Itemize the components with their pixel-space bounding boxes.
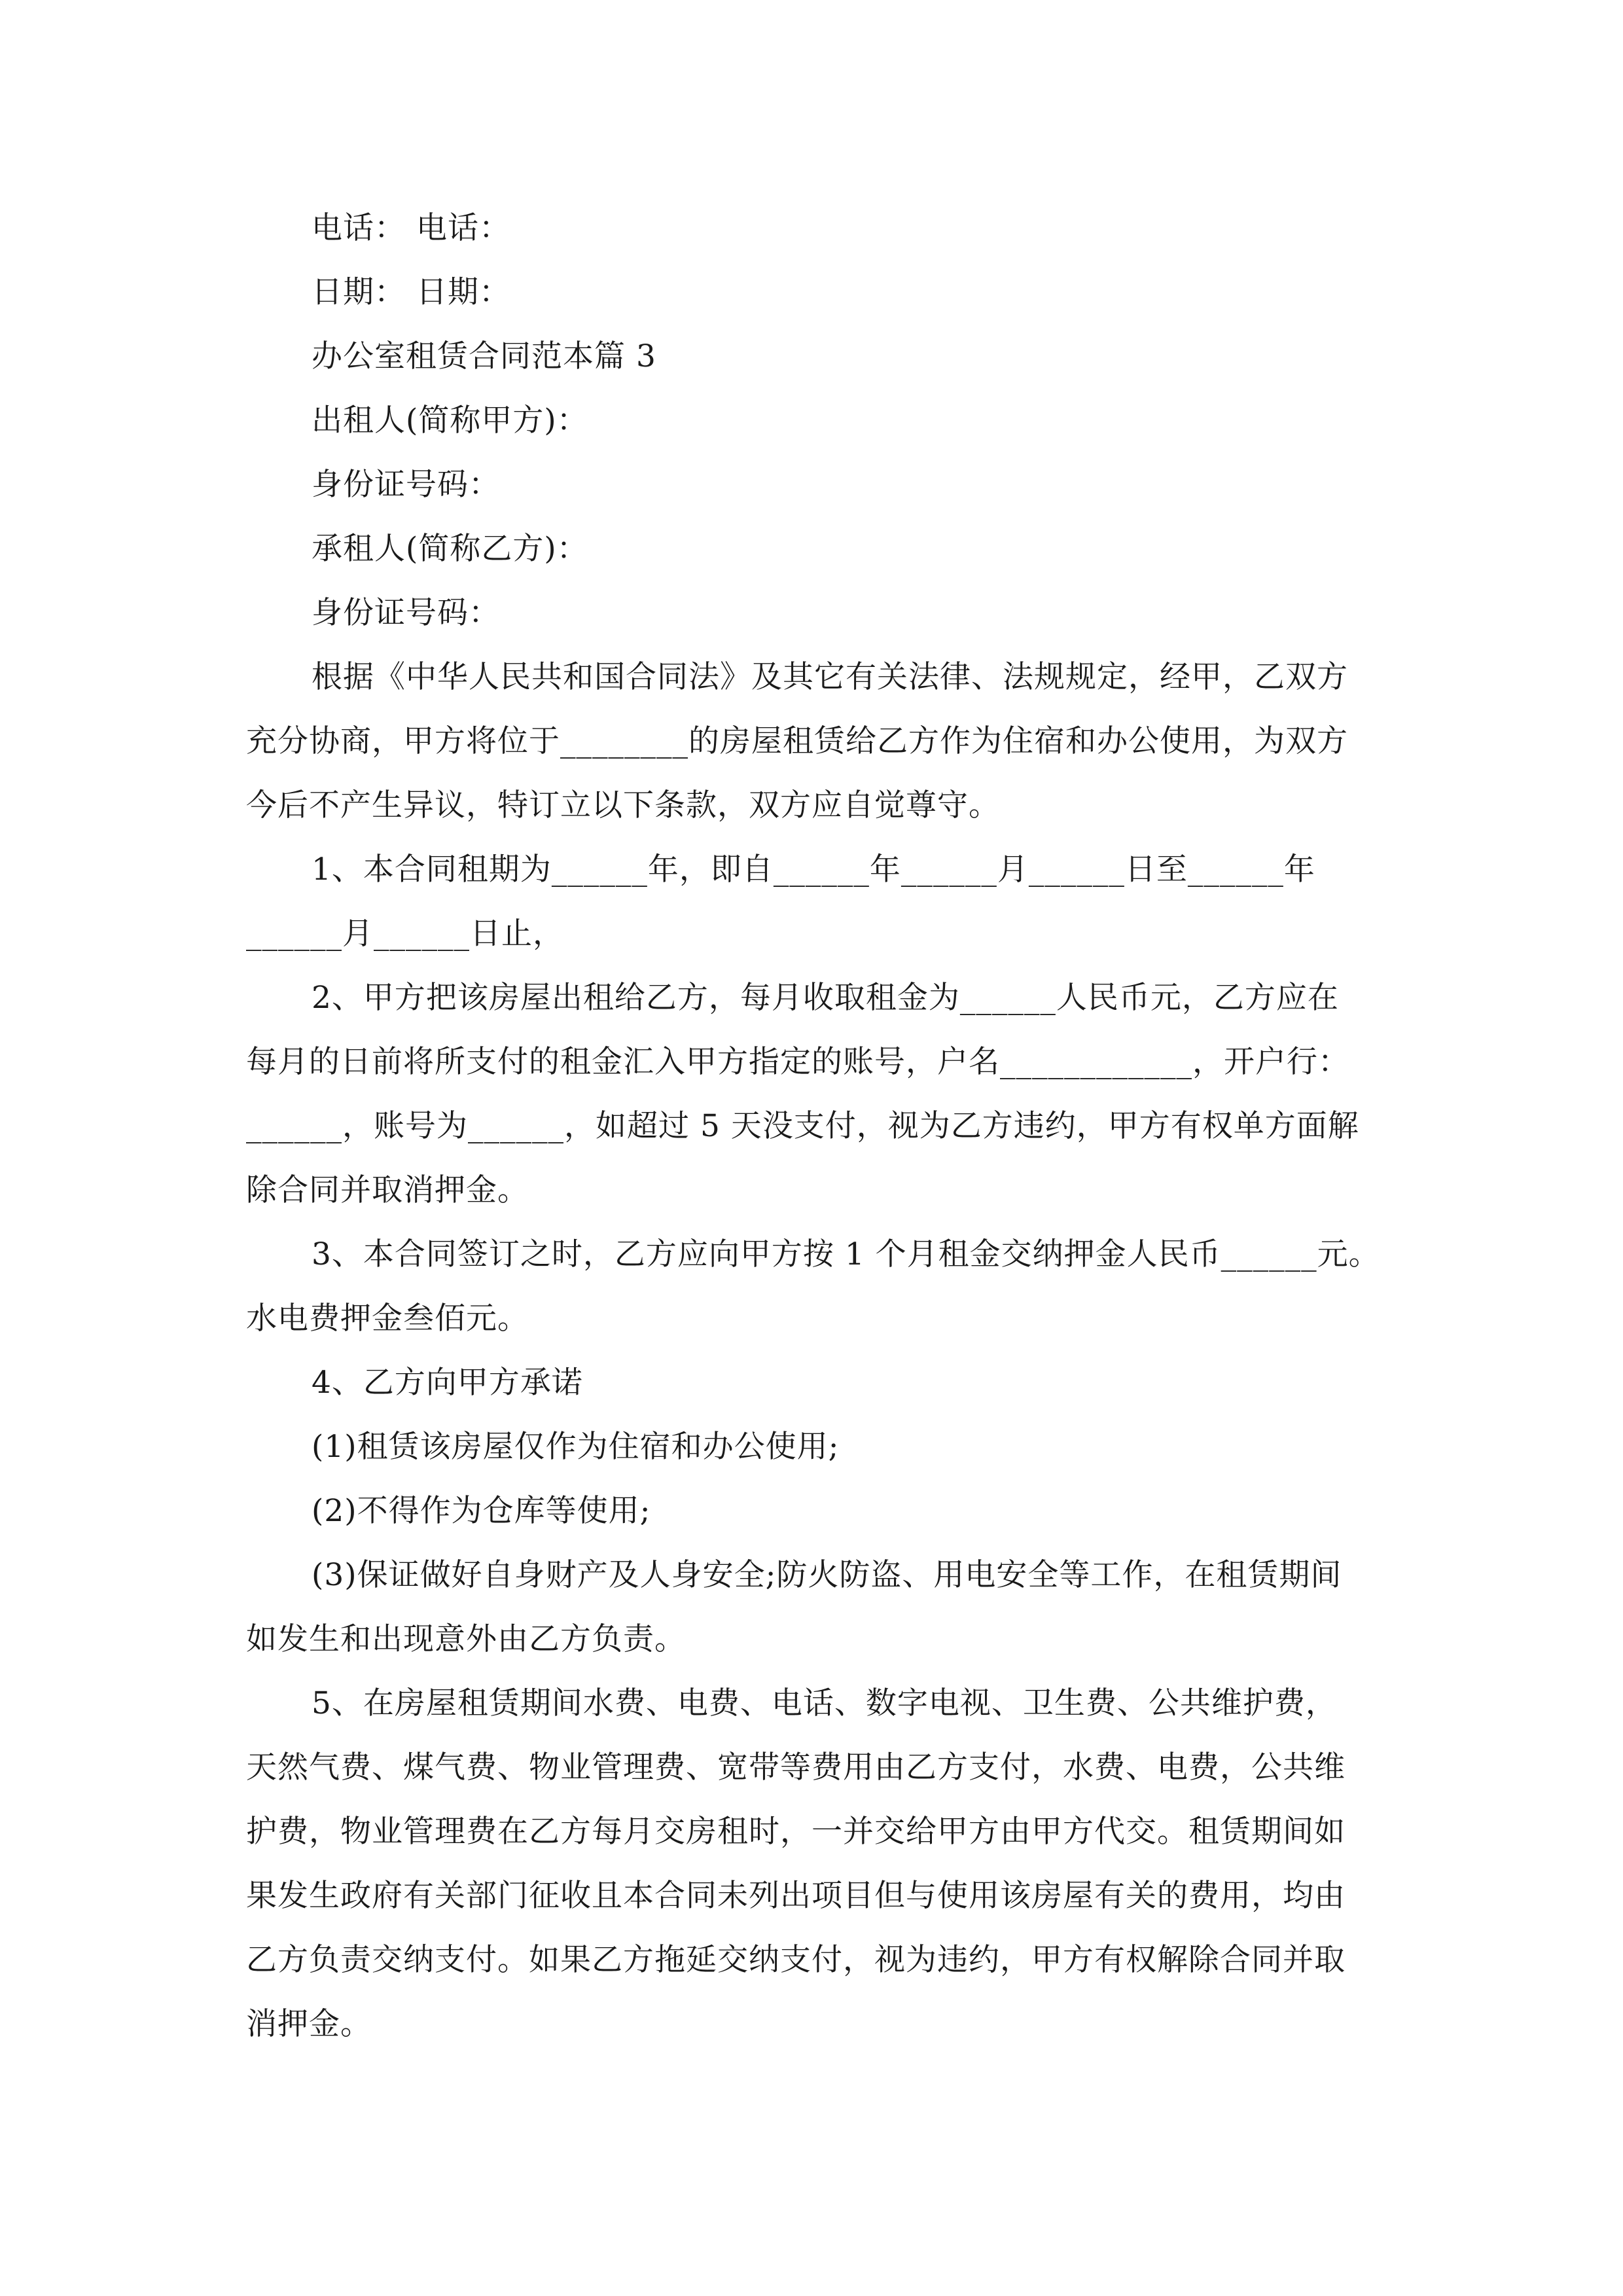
lessor-id-line: 身份证号码： (312, 467, 500, 503)
section-title: 办公室租赁合同范本篇 3 (312, 338, 656, 374)
lessee-line: 承租人(简称乙方)： (312, 531, 588, 567)
clause-3-line-1: 3、本合同签订之时，乙方应向甲方按 1 个月租金交纳押金人民币______元。 (312, 1236, 1380, 1272)
preamble-line-2: 充分协商，甲方将位于________的房屋租赁给乙方作为住宿和办公使用，为双方 (246, 723, 1348, 759)
clause-3-line-2: 水电费押金叁佰元。 (246, 1300, 529, 1336)
contract-text (246, 196, 1385, 2056)
clause-5-line-2: 天然气费、煤气费、物业管理费、宽带等费用由乙方支付，水费、电费，公共维 (246, 1749, 1346, 1785)
clause-4-item-3-line-1: (3)保证做好自身财产及人身安全;防火防盗、用电安全等工作，在租赁期间 (312, 1557, 1342, 1593)
clause-2-line-4: 除合同并取消押金。 (246, 1172, 529, 1208)
preamble-line-3: 今后不产生异议，特订立以下条款，双方应自觉尊守。 (246, 787, 1000, 823)
clause-5-line-6: 消押金。 (246, 2006, 372, 2042)
clause-2-line-1: 2、甲方把该房屋出租给乙方，每月收取租金为______人民币元，乙方应在 (312, 980, 1339, 1016)
phone-line: 电话： 电话： (312, 210, 510, 246)
clause-5-line-5: 乙方负责交纳支付。如果乙方拖延交纳支付，视为违约，甲方有权解除合同并取 (246, 1942, 1346, 1978)
clause-2-line-3: ______，账号为______，如超过 5 天没支付，视为乙方违约，甲方有权单方面解 (246, 1108, 1359, 1144)
clause-5-line-1: 5、在房屋租赁期间水费、电费、电话、数字电视、卫生费、公共维护费， (312, 1685, 1337, 1721)
clause-4-item-3-line-2: 如发生和出现意外由乙方负责。 (246, 1621, 686, 1657)
clause-4-item-1: (1)租赁该房屋仅作为住宿和办公使用; (312, 1429, 840, 1465)
lessee-id-line: 身份证号码： (312, 595, 500, 631)
clause-1-line-2: ______月______日止， (246, 916, 564, 952)
clause-2-line-2: 每月的日前将所支付的租金汇入甲方指定的账号，户名____________，开户行： (246, 1044, 1349, 1080)
lessor-line: 出租人(简称甲方)： (312, 403, 588, 439)
clause-4-item-2: (2)不得作为仓库等使用; (312, 1493, 651, 1529)
clause-4-heading: 4、乙方向甲方承诺 (312, 1365, 583, 1401)
clause-1-line-1: 1、本合同租期为______年，即自______年______月______日至______年 (312, 852, 1315, 888)
clause-5-line-4: 果发生政府有关部门征收且本合同未列出项目但与使用该房屋有关的费用，均由 (246, 1878, 1346, 1914)
clause-5-line-3: 护费，物业管理费在乙方每月交房租时，一并交给甲方由甲方代交。租赁期间如 (246, 1814, 1346, 1850)
date-line: 日期： 日期： (312, 274, 510, 310)
preamble-line-1: 根据《中华人民共和国合同法》及其它有关法律、法规规定，经甲，乙双方 (312, 659, 1348, 695)
